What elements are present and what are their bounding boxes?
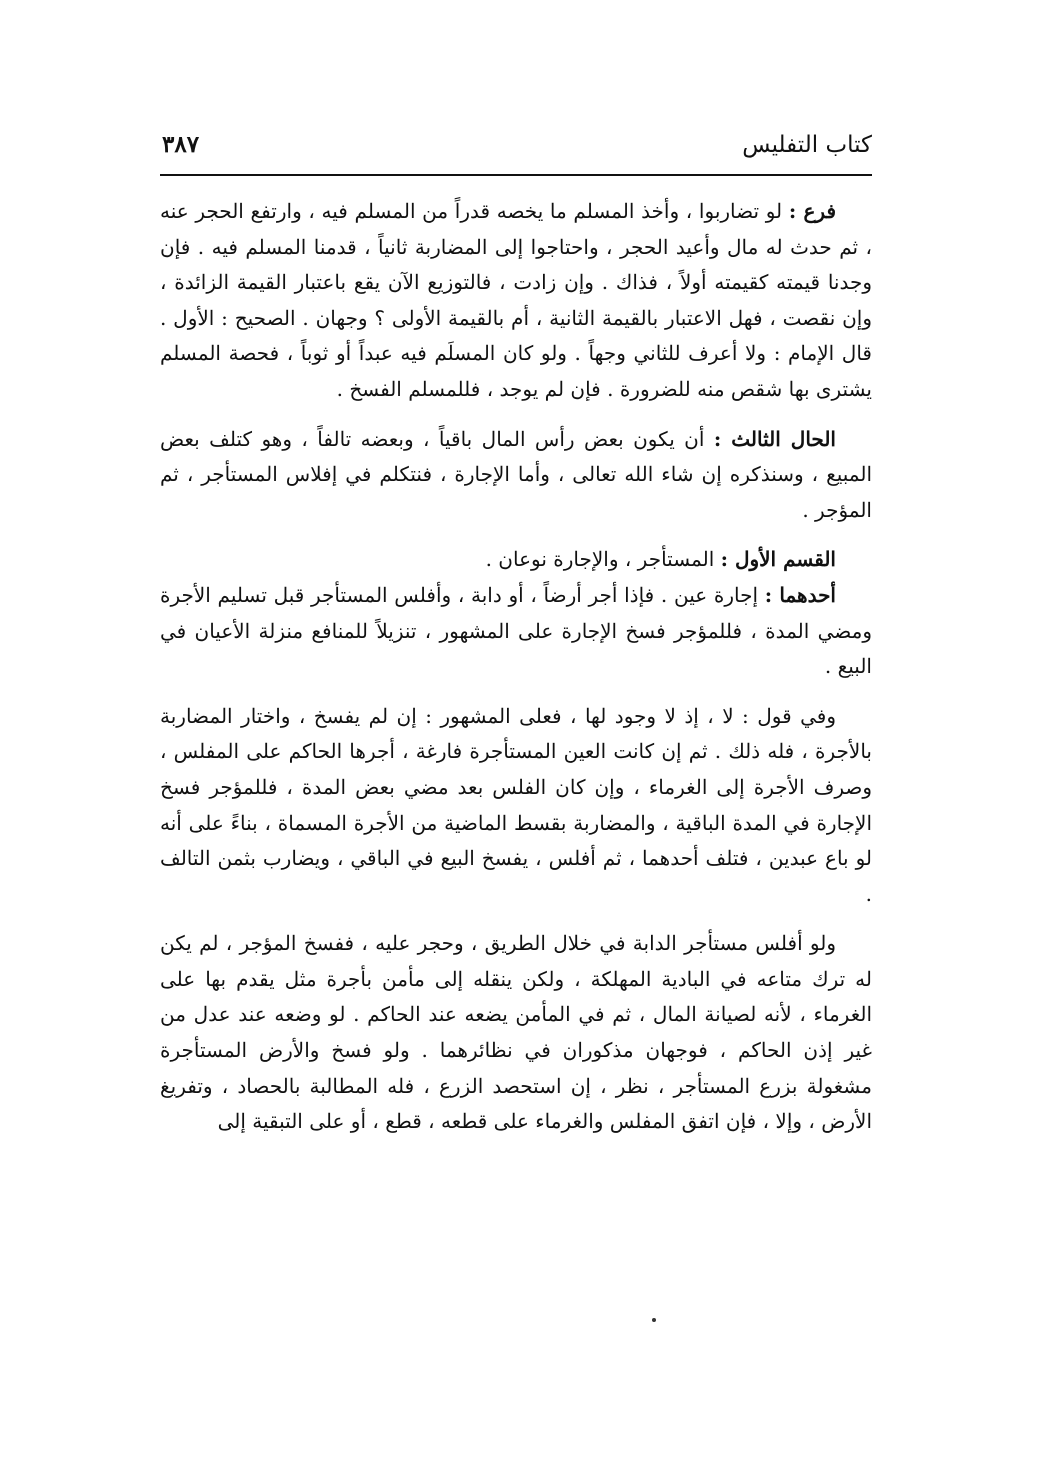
- paragraph-first-type: [160, 578, 872, 685]
- paragraph-text: إجارة عين . فإذا أجر أرضاً ، أو دابة ، وأفلس المستأجر قبل تسليم الأجرة ومضي المدة ، فللمؤجر فسخ الإجارة على المشهور ، تنزيلاً للمنافع منزلة الأعيان في البيع .: [160, 582, 872, 679]
- paragraph-text: وفي قول : لا ، إذ لا وجود لها ، فعلى المشهور : إن لم يفسخ ، واختار المضاربة بالأجرة ، فله ذلك . ثم إن كانت العين المستأجرة فارغة ، أجرها الحاكم على المفلس ، وصرف الأجرة إلى الغرماء ، وإن كان الفلس بعد مضي بعض المدة ، فللمؤجر فسخ الإجارة في المدة الباقية ، والمضاربة بقسط الماضية من الأجرة المسماة ، بناءً على أنه لو باع عبدين ، فتلف أحدهما ، ثم أفلس ، يفسخ البيع في الباقي ، ويضارب بثمن التالف .: [160, 703, 873, 906]
- header-rule: [160, 174, 872, 176]
- paragraph-text: المستأجر ، والإجارة نوعان .: [485, 547, 721, 572]
- paragraph-lead: الحال الثالث :: [713, 426, 836, 451]
- paragraph-animal-lease: [160, 926, 872, 1140]
- body-text: [160, 194, 872, 1140]
- paragraph-far: [160, 194, 872, 408]
- paragraph-lead: القسم الأول :: [720, 547, 836, 572]
- paragraph-text: ولو أفلس مستأجر الدابة في خلال الطريق ، وحجر عليه ، ففسخ المؤجر ، لم يكن له ترك متاعه في البادية المهلكة ، ولكن ينقله إلى مأمن بأجرة مثل يقدم بها على الغرماء ، لأنه لصيانة المال ، ثم في المأمن يضعه عند الحاكم . لو وضعه عند عدل من غير إذن الحاكم ، فوجهان مذكوران في نظائرهما . ولو فسخ والأرض المستأجرة مشغولة بزرع المستأجر ، نظر ، إن استحصد الزرع ، فله المطالبة بالحصاد ، وتفريغ الأرض ، وإلا ، فإن اتفق المفلس والغرماء على قطعه ، قطع ، أو على التبقية إلى: [160, 931, 872, 1134]
- page-number: ٣٨٧: [162, 131, 200, 158]
- paragraph-other-view: [160, 699, 872, 913]
- footer-dot-mark: [652, 1318, 656, 1322]
- paragraph-text: أن يكون بعض رأس المال باقياً ، وبعضه تالفاً ، وهو كتلف بعض المبيع ، وسنذكره إن شاء الله تعالى ، وأما الإجارة ، فنتكلم في إفلاس المستأجر ، ثم المؤجر .: [160, 426, 872, 522]
- paragraph-lead: أحدهما :: [764, 582, 836, 607]
- paragraph-lead: فرع :: [788, 199, 837, 223]
- page-header: [160, 128, 872, 168]
- paragraph-first-section: [160, 542, 872, 578]
- paragraph-third-case: [160, 422, 872, 529]
- paragraph-text: لو تضاربوا ، وأخذ المسلم ما يخصه قدراً من المسلم فيه ، وارتفع الحجر عنه ، ثم حدث له مال وأعيد الحجر ، واحتاجوا إلى المضاربة ثانياً ، قدمنا المسلم فيه . فإن وجدنا قيمته كقيمته أولاً ، فذاك . وإن زادت ، فالتوزيع الآن يقع باعتبار القيمة الزائدة ، وإن نقصت ، فهل الاعتبار بالقيمة الثانية ، أم بالقيمة الأولى ؟ وجهان . الصحيح : الأول . قال الإمام : ولا أعرف للثاني وجهاً . ولو كان المسلَم فيه عبداً أو ثوباً ، فحصة المسلم يشترى بها شقص منه للضرورة . فإن لم يوجد ، فللمسلم الفسخ .: [160, 199, 872, 401]
- running-title: كتاب التفليس: [742, 132, 872, 158]
